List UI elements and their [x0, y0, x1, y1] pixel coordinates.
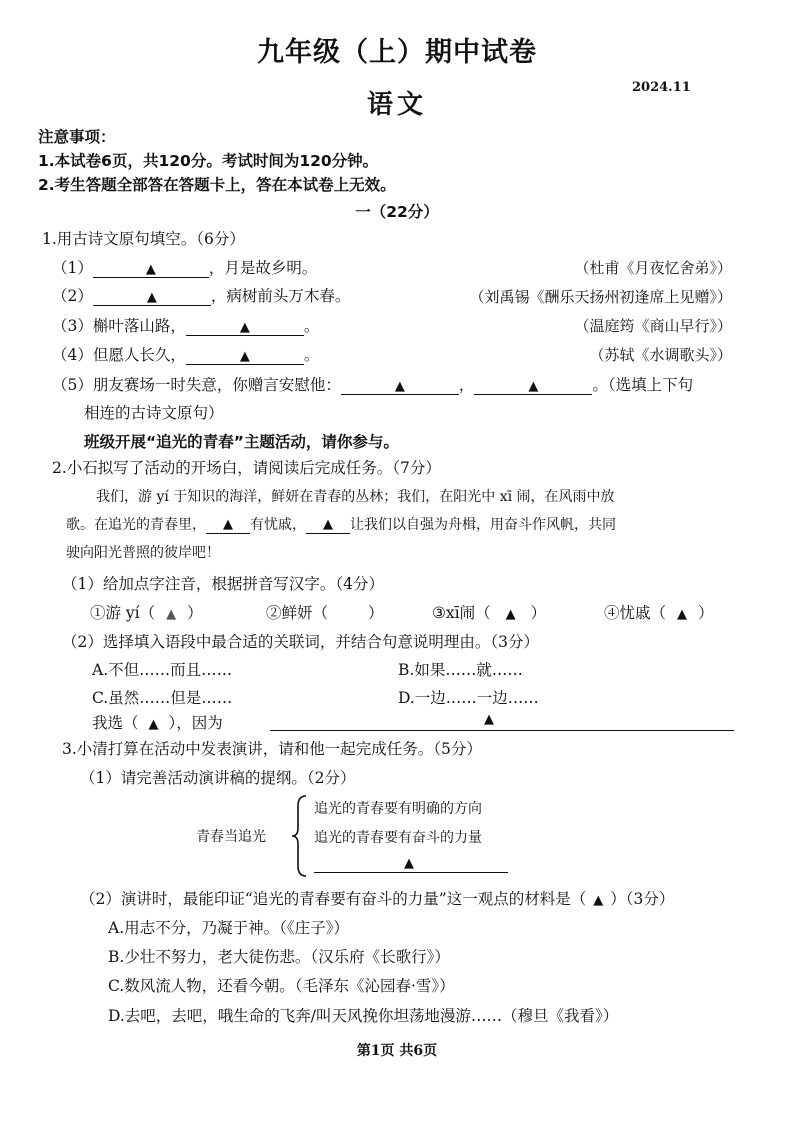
triangle-marker: ▲	[593, 893, 604, 908]
answer-blank[interactable]	[186, 346, 304, 365]
outline-center: 青春当追光	[196, 829, 266, 845]
item-close: ）	[187, 604, 203, 622]
poem-line: 槲叶落山路，	[92, 317, 186, 335]
q2-sub2-stem: （2）选择填入语段中最合适的关联词，并结合句意说明理由。（3分）	[62, 633, 539, 651]
triangle-marker: ▲	[148, 717, 159, 732]
triangle-marker: ▲	[404, 856, 414, 871]
q2-answer-line	[92, 711, 223, 733]
q3-option-d: D.去吧，去吧，哦生命的飞奔/叫天风挽你坦荡地漫游……（穆旦《我看》）	[108, 1007, 619, 1025]
item-number: （5）	[52, 376, 93, 394]
item-label: ④忧戚（	[604, 604, 667, 622]
item-number: （4）	[52, 346, 93, 364]
item-close: ）	[698, 604, 714, 622]
prompt-text: 。（选填上下句	[592, 376, 694, 394]
choice-slot[interactable]	[586, 890, 610, 908]
triangle-marker: ▲	[677, 607, 688, 622]
q1-source-2: （刘禹锡《酬乐天扬州初逢席上见赠》）	[469, 288, 732, 306]
item-close: ）	[368, 604, 384, 622]
triangle-marker: ▲	[239, 349, 250, 364]
triangle-marker: ▲	[146, 290, 157, 305]
item-number: （3）	[52, 317, 93, 335]
q1-item-5	[52, 373, 693, 395]
triangle-marker: ▲	[505, 607, 516, 622]
q1-source-3: （温庭筠《商山早行》）	[574, 317, 732, 335]
q3-stem: 3.小清打算在活动中发表演讲，请和他一起完成任务。（5分）	[62, 740, 482, 758]
passage-line-1: 我们，游 yí 于知识的海洋，鲜妍在青春的丛林；我们，在阳光中 xī 闹，在风雨中放	[96, 489, 615, 505]
answer-slot[interactable]	[666, 604, 698, 622]
choice-slot[interactable]	[139, 714, 169, 732]
triangle-marker: ▲	[484, 712, 494, 727]
answer-blank[interactable]	[93, 259, 209, 278]
passage-line-3: 驶向阳光普照的彼岸吧！	[66, 545, 220, 561]
answer-blank[interactable]	[206, 515, 250, 534]
answer-blank[interactable]	[341, 376, 459, 395]
q1-item-1	[52, 256, 317, 278]
punctuation: 。	[303, 346, 320, 364]
section-heading: 一（22分）	[355, 203, 439, 221]
page-number: 第1页 共6页	[356, 1043, 438, 1059]
outline-line-2: 追光的青春要有奋斗的力量	[314, 830, 482, 846]
answer-prefix: 我选（	[92, 714, 139, 732]
q2-sub1-item-3	[432, 601, 546, 623]
exam-date: 2024.11	[632, 80, 691, 95]
triangle-marker: ▲	[394, 379, 405, 394]
punctuation: 。	[303, 317, 320, 335]
outline-blank[interactable]	[314, 872, 508, 873]
q2-option-a: A.不但……而且……	[92, 661, 233, 679]
poem-line: ，月是故乡明。	[208, 259, 318, 277]
activity-intro: 班级开展“追光的青春”主题活动，请你参与。	[84, 433, 399, 451]
item-label: ③xī闹（	[432, 604, 491, 622]
reason-underline[interactable]	[270, 730, 734, 731]
stem-text: （2）演讲时，最能印证“追光的青春要有奋斗的力量”这一观点的材料是（	[80, 890, 587, 908]
q2-option-c: C.虽然……但是……	[92, 689, 233, 707]
q1-source-4: （苏轼《水调歌头》）	[589, 346, 732, 364]
q1-item-5-line2: 相连的古诗文原句）	[84, 404, 224, 422]
item-label: ②鲜妍（	[266, 604, 329, 622]
triangle-marker: ▲	[166, 607, 177, 622]
triangle-marker: ▲	[323, 517, 333, 532]
answer-blank[interactable]	[186, 317, 304, 336]
answer-slot[interactable]	[155, 604, 187, 622]
triangle-marker: ▲	[145, 262, 156, 277]
triangle-marker: ▲	[239, 320, 250, 335]
item-number: （1）	[52, 259, 93, 277]
answer-blank[interactable]	[474, 376, 592, 395]
notice-item-2: 2.考生答题全部答在答题卡上，答在本试卷上无效。	[38, 176, 396, 194]
notice-heading: 注意事项：	[38, 128, 116, 146]
item-label: ①游 yí（	[90, 604, 156, 622]
q3-option-a: A.用志不分，乃凝于神。（《庄子》）	[108, 919, 349, 937]
passage-text: 歌。在追光的青春里，	[66, 517, 206, 533]
brace-icon	[290, 794, 310, 878]
q1-stem: 1.用古诗文原句填空。（6分）	[42, 230, 245, 248]
q2-sub1-item-1	[90, 601, 203, 623]
punctuation: ，	[458, 376, 475, 394]
q3-option-b: B.少壮不努力，老大徒伤悲。（汉乐府《长歌行》）	[108, 948, 450, 966]
q1-item-4	[52, 343, 319, 365]
q1-source-1: （杜甫《月夜忆舍弟》）	[574, 259, 732, 277]
answer-mid: ），因为	[168, 714, 223, 732]
passage-line-2	[66, 514, 616, 534]
q2-stem: 2.小石拟写了活动的开场白，请阅读后完成任务。（7分）	[52, 459, 441, 477]
q3-sub1-stem: （1）请完善活动演讲稿的提纲。（2分）	[80, 769, 356, 787]
triangle-marker: ▲	[528, 379, 539, 394]
answer-blank[interactable]	[306, 515, 350, 534]
exam-title: 九年级（上）期中试卷	[257, 37, 537, 68]
item-close: ）	[530, 604, 547, 622]
q1-item-3	[52, 314, 319, 336]
subject-title: 语文	[366, 90, 427, 120]
triangle-marker: ▲	[223, 517, 233, 532]
q2-sub1-item-4	[604, 601, 714, 623]
prompt-text: 朋友赛场一时失意，你赠言安慰他：	[92, 376, 341, 394]
answer-slot[interactable]	[491, 604, 531, 622]
item-number: （2）	[52, 287, 93, 305]
poem-line: ，病树前头万木春。	[210, 287, 351, 305]
q3-option-c: C.数风流人物，还看今朝。（毛泽东《沁园春·雪》）	[108, 977, 455, 995]
stem-text: ）（3分）	[610, 890, 675, 908]
passage-text: 有忧戚，	[250, 517, 306, 533]
passage-text: 让我们以自强为舟楫，用奋斗作风帆，共同	[350, 517, 616, 533]
poem-line: 但愿人长久，	[92, 346, 186, 364]
q2-option-b: B.如果……就……	[398, 661, 523, 679]
q3-sub2-stem	[80, 887, 674, 909]
q2-sub1-stem: （1）给加点字注音，根据拼音写汉字。（4分）	[62, 575, 384, 593]
answer-blank[interactable]	[93, 287, 211, 306]
q1-item-2	[52, 284, 350, 306]
notice-item-1: 1.本试卷6页，共120分。考试时间为120分钟。	[38, 152, 379, 170]
q2-sub1-item-2	[266, 601, 384, 623]
q2-option-d: D.一边……一边……	[398, 689, 539, 707]
outline-line-1: 追光的青春要有明确的方向	[314, 801, 482, 817]
